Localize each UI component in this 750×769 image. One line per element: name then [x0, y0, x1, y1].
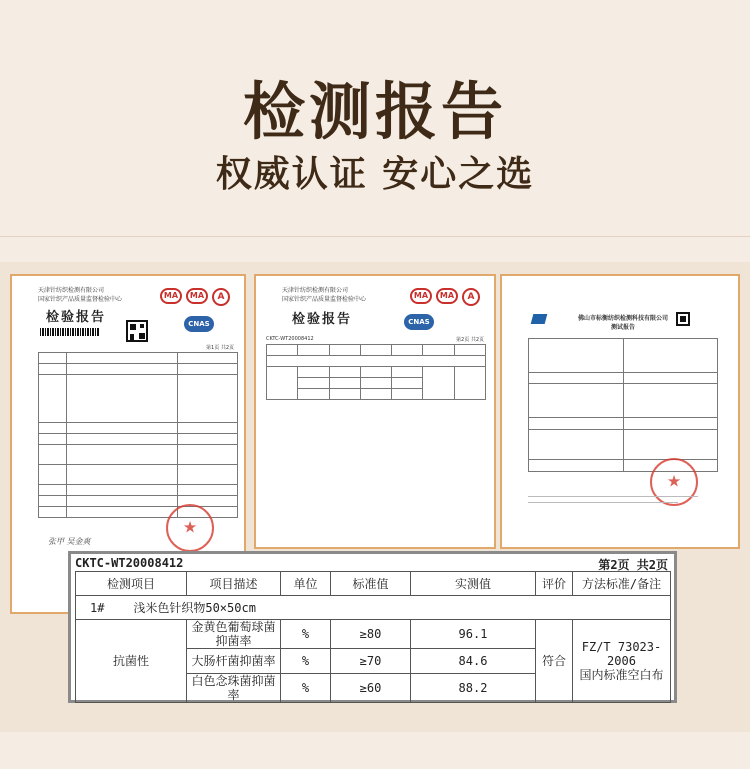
report-org: 天津针纺织检测有限公司 国家针织产品质量监督检验中心	[282, 287, 367, 303]
item-description: 金黄色葡萄球菌抑菌率	[187, 620, 281, 649]
cma-logo-icon: MA	[186, 288, 208, 304]
page-info: 第2页 共2页	[598, 558, 668, 572]
evaluation-cell: 符合	[536, 620, 573, 703]
sample-label: 1#	[90, 600, 105, 615]
page-subtitle: 权威认证 安心之选	[215, 153, 535, 195]
divider	[0, 236, 750, 237]
standard-cell: ≥60	[331, 674, 411, 703]
report-title: 检验报告	[46, 310, 107, 325]
report-code: CKTC-WT20008412	[266, 336, 314, 342]
measured-cell: 96.1	[411, 620, 536, 649]
method-standard: FZ/T 73023-2006	[581, 640, 662, 668]
sample-cell	[76, 596, 671, 620]
cal-logo-icon: A	[212, 288, 230, 306]
item-description: 大肠杆菌抑菌率	[187, 649, 281, 674]
results-table	[75, 571, 671, 703]
report-org: 天津针纺织检测有限公司 国家针织产品质量监督检验中心	[38, 287, 123, 303]
unit-cell: %	[281, 674, 331, 703]
column-header: 方法标准/备注	[573, 572, 671, 596]
report-code: CKTC-WT20008412	[75, 556, 184, 570]
item-description: 白色念珠菌抑菌率	[187, 674, 281, 703]
table-row	[76, 620, 671, 649]
signature: 张甲 吴金爽	[48, 537, 91, 546]
official-seal-icon	[166, 504, 214, 552]
column-header: 实测值	[411, 572, 536, 596]
column-header: 标准值	[331, 572, 411, 596]
report-title: 检验报告	[292, 312, 353, 327]
lab-logo-icon	[531, 314, 548, 324]
column-header: 单位	[281, 572, 331, 596]
qr-code-icon	[126, 320, 148, 342]
report-thumbnail-2	[254, 274, 496, 549]
report-thumbnail-3	[500, 274, 740, 549]
page-info: 第2页 共2页	[456, 337, 484, 343]
cal-logo-icon: A	[462, 288, 480, 306]
column-header: 评价	[536, 572, 573, 596]
standard-cell: ≥70	[331, 649, 411, 674]
column-header: 检测项目	[76, 572, 187, 596]
sample-description: 浅米色针织物50×50cm	[133, 600, 256, 615]
cma-logo-icon: MA	[410, 288, 432, 304]
measured-cell: 84.6	[411, 649, 536, 674]
test-report-table	[528, 338, 718, 472]
unit-cell: %	[281, 620, 331, 649]
barcode-icon	[40, 328, 100, 336]
unit-cell: %	[281, 649, 331, 674]
cma-logo-icon: MA	[160, 288, 182, 304]
report-result-table	[266, 344, 486, 400]
footer-line	[528, 502, 678, 503]
method-note: 国内标准空白布	[579, 668, 664, 682]
table-header-row	[76, 572, 671, 596]
sample-row	[76, 596, 671, 620]
cert-logos	[410, 288, 480, 306]
zoom-header	[75, 555, 668, 572]
page-title: 检测报告	[242, 75, 507, 148]
footer-line	[528, 496, 698, 497]
cma-logo-icon: MA	[436, 288, 458, 304]
official-seal-icon	[650, 458, 698, 506]
measured-cell: 88.2	[411, 674, 536, 703]
report-org: 佛山市标衡纺织检测科技有限公司 测试报告	[577, 315, 668, 331]
cnas-logo: CNAS	[404, 314, 434, 330]
page-info: 第1页 共2页	[206, 345, 234, 351]
zoomed-results-table	[68, 551, 677, 703]
cnas-logo: CNAS	[184, 316, 214, 332]
method-cell	[573, 620, 671, 703]
qr-code-icon	[676, 312, 690, 326]
test-category: 抗菌性	[76, 620, 187, 703]
standard-cell: ≥80	[331, 620, 411, 649]
column-header: 项目描述	[187, 572, 281, 596]
cert-logos	[160, 288, 230, 306]
report-form-table	[38, 352, 238, 518]
